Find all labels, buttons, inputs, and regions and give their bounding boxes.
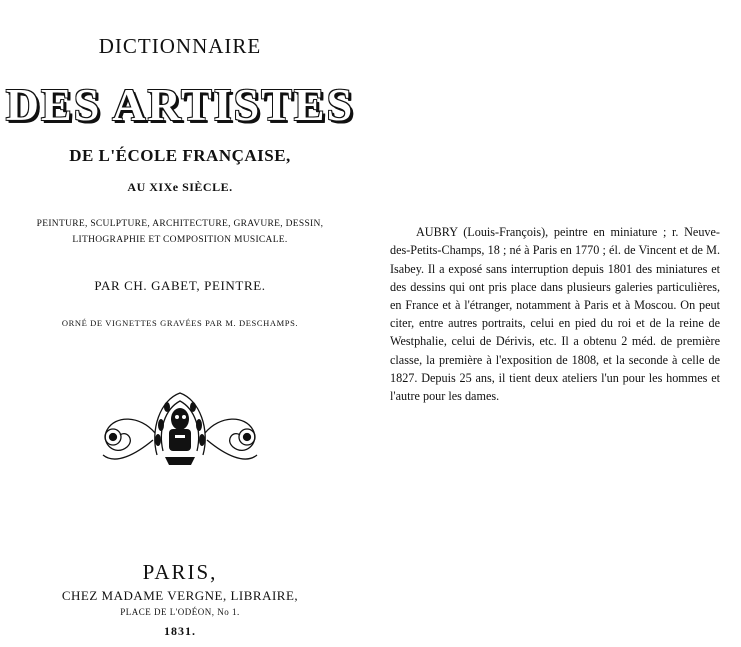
title-dictionnaire: DICTIONNAIRE — [98, 34, 262, 58]
genres-line-1: PEINTURE, SCULPTURE, ARCHITECTURE, GRAVURE, DESSIN, — [36, 219, 324, 229]
entry-page — [390, 0, 741, 647]
city: PARIS, — [142, 560, 218, 584]
publication-year: 1831. — [164, 624, 196, 638]
genres-block — [0, 216, 360, 248]
publisher: CHEZ MADAME VERGNE, LIBRAIRE, — [61, 588, 299, 603]
subtitle-siecle: AU XIXe SIÈCLE. — [127, 180, 233, 194]
title-des-artistes: DES ARTISTES — [5, 79, 355, 130]
subtitle-ecole: DE L'ÉCOLE FRANÇAISE, — [69, 146, 291, 165]
author-line: PAR CH. GABET, PEINTRE. — [94, 278, 266, 293]
dictionary-entry-aubry: AUBRY (Louis-François), peintre en miniature ; r. Neuve-des-Petits-Champs, 18 ; né à Paris en 1770 ; él. de Vincent et de M. Isabey. Il a exposé sans interruption depuis 1801 des miniatures et des dessins qui ont pris place dans plusieurs galeries particulières, en France et à l'étranger, notamment à Paris et à Moscou. On peut citer, entre autres portraits, celui en pied du roi et de la reine de Westphalie, celui de Dérivis, etc. Il a obtenu 2 méd. de première classe, la première à l'exposition de 1808, et la seconde à celle de 1827. Depuis 25 ans, il tient deux ateliers l'un pour les hommes et l'autre pour les dames. — [390, 225, 720, 404]
vignettes-credit: ORNÉ DE VIGNETTES GRAVÉES PAR M. DESCHAMPS. — [61, 318, 299, 328]
ornamental-vignette — [95, 385, 265, 473]
publisher-address: PLACE DE L'ODÉON, No 1. — [120, 607, 240, 617]
title-page — [0, 0, 360, 647]
genres-line-2: LITHOGRAPHIE ET COMPOSITION MUSICALE. — [72, 235, 288, 245]
